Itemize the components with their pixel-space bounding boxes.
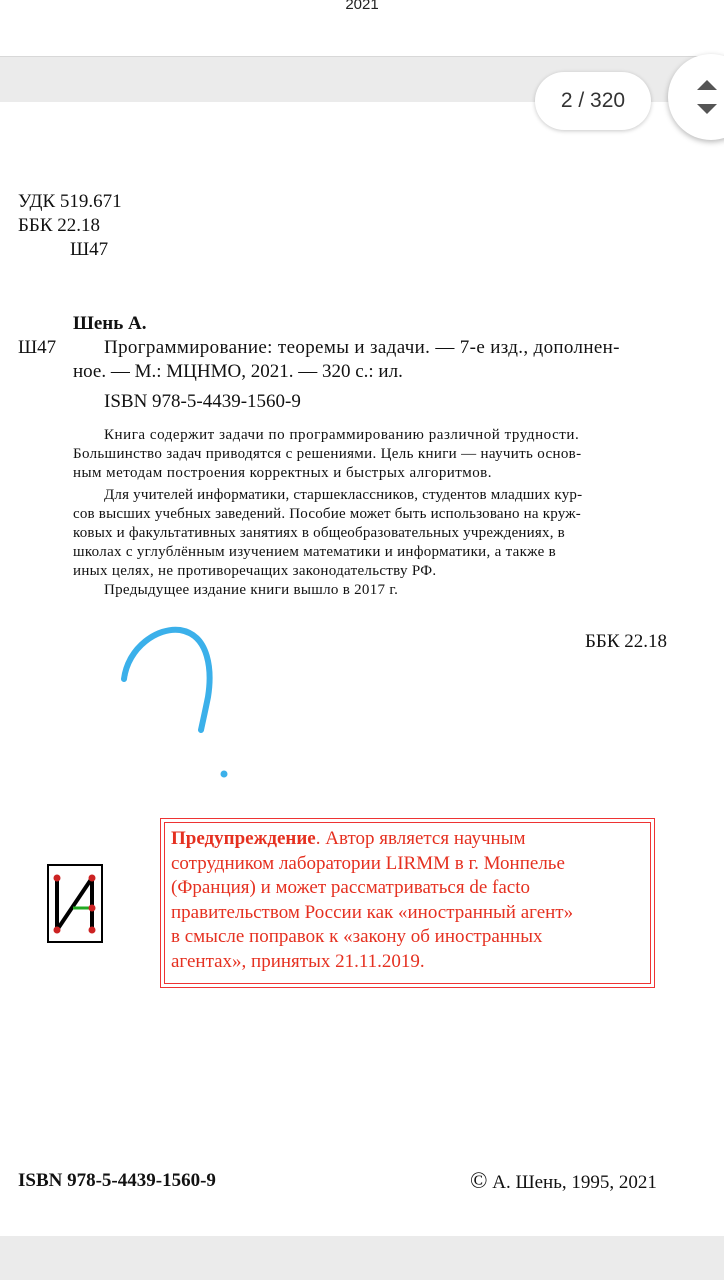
warning-line-1	[171, 827, 641, 852]
warning-text	[171, 827, 641, 974]
annotation-line-2: Большинство задач приводятся с решениями. Цель книги — научить основ-	[73, 446, 582, 462]
warning-line-5: в смысле поправок к «закону об иностранных	[171, 926, 543, 947]
publisher-logo-icon	[47, 864, 103, 944]
copyright-text: А. Шень, 1995, 2021	[492, 1172, 657, 1193]
warning-title: Предупреждение	[171, 828, 316, 849]
top-bar	[0, 0, 724, 57]
annotation-line-8: иных целях, не противоречащих законодательству РФ.	[73, 563, 437, 579]
bbk-right: ББК 22.18	[585, 631, 667, 652]
footer-isbn: ISBN 978-5-4439-1560-9	[18, 1170, 216, 1191]
warning-line-3: (Франция) и может рассматриваться de facto	[171, 877, 530, 898]
annotation-line-1: Книга содержит задачи по программированию различной трудности.	[104, 427, 580, 443]
previous-page-number: 2021	[345, 0, 379, 13]
annotation-line-3: ным методам построения корректных и быстрых алгоритмов.	[73, 465, 492, 481]
up-down-arrows-icon	[694, 76, 720, 118]
footer-copyright	[470, 1169, 657, 1195]
author-sign-code: Ш47	[70, 239, 109, 260]
annotation-line-6: ковых и факультативных занятиях в общеобразовательных учреждениях, в	[73, 525, 565, 541]
entry-isbn: ISBN 978-5-4439-1560-9	[104, 391, 301, 412]
foreign-agent-warning-box	[160, 818, 655, 988]
warning-line-6: агентах», принятых 21.11.2019.	[171, 950, 425, 972]
entry-title-line-1-text: Программирование: теоремы и задачи. — 7-е изд., дополнен-	[104, 337, 620, 358]
author-name: Шень А.	[73, 313, 147, 334]
annotation-line-5: сов высших учебных заведений. Пособие может быть использовано на круж-	[73, 506, 581, 522]
copyright-icon: ©	[470, 1168, 488, 1193]
entry-title-line-2: ное. — М.: МЦНМО, 2021. — 320 с.: ил.	[73, 361, 403, 382]
annotation-line-4: Для учителей информатики, старшеклассников, студентов младших кур-	[104, 487, 583, 503]
question-mark-drawing-icon	[110, 617, 230, 787]
bbk-code: ББК 22.18	[18, 215, 100, 236]
warning-line-4: правительством России как «иностранный агент»	[171, 901, 574, 923]
page-counter: 2 / 320	[535, 72, 651, 130]
warning-line-2: сотрудником лаборатории LIRMM в г. Монпелье	[171, 852, 565, 874]
udk-code: УДК 519.671	[18, 191, 122, 212]
warning-line-1-rest: . Автор является научным	[315, 828, 526, 849]
entry-title-line-1	[104, 336, 682, 360]
annotation-line-7: школах с углублённым изучением математики и информатики, а также в	[73, 544, 557, 560]
document-page	[0, 102, 724, 1236]
entry-code: Ш47	[18, 337, 57, 358]
annotation-line-9: Предыдущее издание книги вышло в 2017 г.	[104, 582, 399, 598]
